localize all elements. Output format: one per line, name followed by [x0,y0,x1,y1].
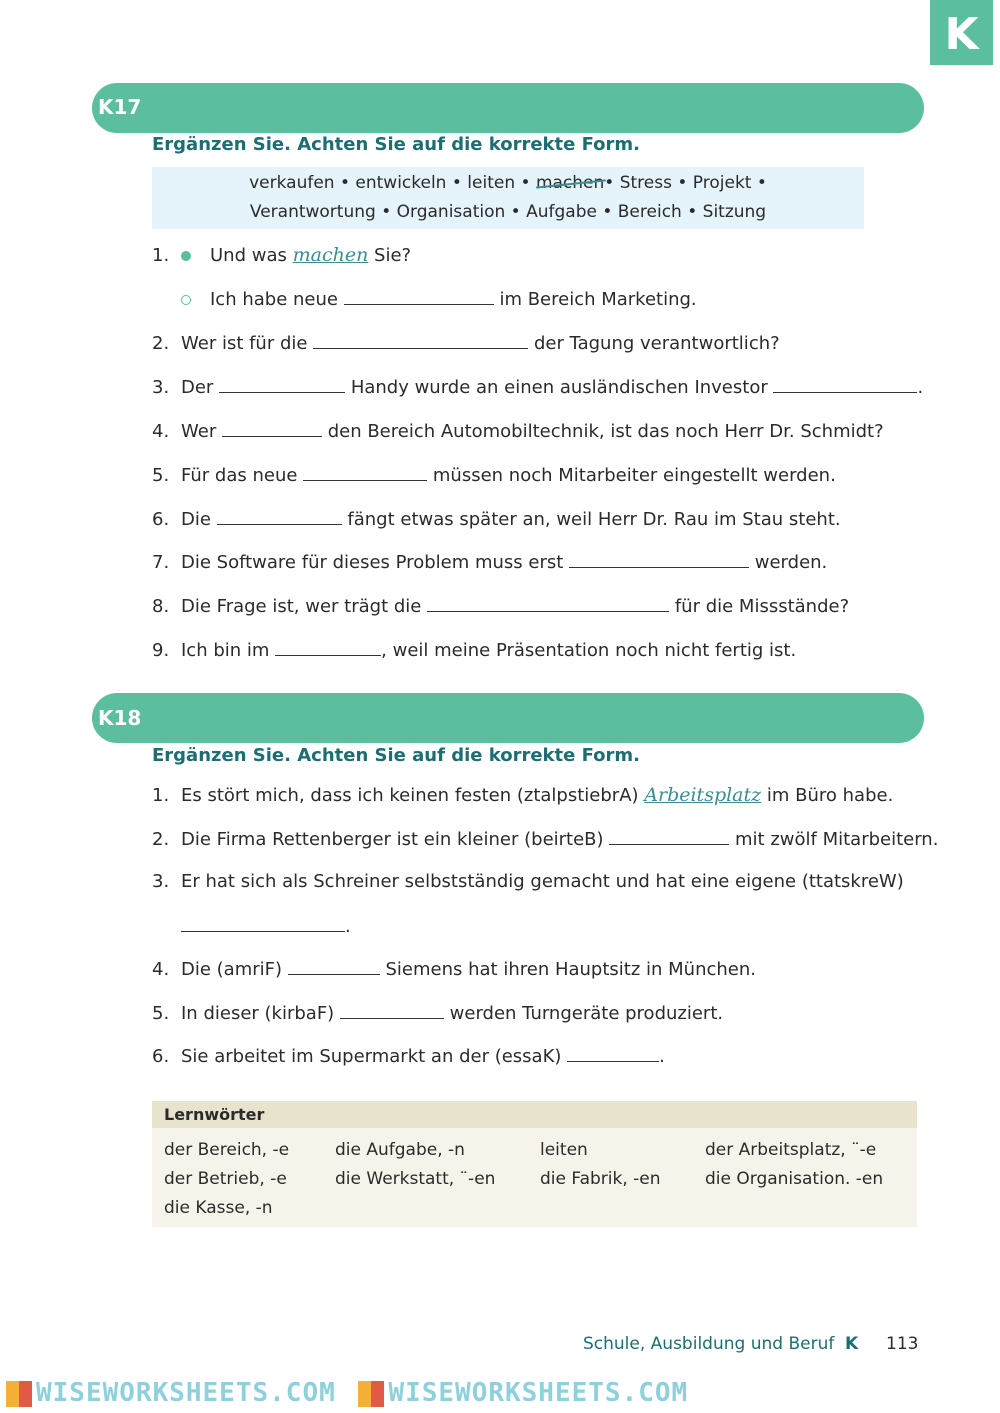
struck-word: machen [535,173,605,193]
vocab-column-4: der Arbeitsplatz, ¨-e die Organisation. -en [705,1140,884,1189]
k18-item-4: 4. Die (amriF) Siemens hat ihren Hauptsitz in München. [152,959,757,980]
answer-blank[interactable] [567,1045,659,1062]
answer-blank[interactable] [569,551,749,568]
watermark [0,1378,1000,1413]
word-box-line2: Verantwortung • Organisation • Aufgabe • Bereich • Sitzung [249,202,767,222]
k17-header-band [92,83,924,133]
answer-blank[interactable] [773,376,917,393]
k17-item-1b: Ich habe neue im Bereich Marketing. [152,288,697,310]
k17-item-9: 9. Ich bin im , weil meine Präsentation noch nicht fertig ist. [152,640,797,661]
answer-blank[interactable] [181,915,345,932]
word-box-line1b: • Stress • Projekt • [604,173,767,193]
page-number: 113 [886,1334,919,1354]
footer-tab: K [845,1334,859,1354]
answer-blank[interactable] [275,639,381,656]
example-answer: machen [292,244,369,266]
footer-chapter-title: Schule, Ausbildung und Beruf [583,1334,835,1354]
answer-blank[interactable] [303,464,427,481]
k18-item-2: 2. Die Firma Rettenberger ist ein kleiner (beirteB) mit zwölf Mitarbeitern. [152,829,939,850]
k17-item-4: 4. Wer den Bereich Automobiltechnik, ist das noch Herr Dr. Schmidt? [152,421,884,442]
k17-item-1: 1. Und was machen Sie? [152,244,412,266]
k18-instruction: Ergänzen Sie. Achten Sie auf die korrekte Form. [152,745,641,766]
k17-item-2: 2. Wer ist für die der Tagung verantwortlich? [152,333,780,354]
answer-blank[interactable] [217,508,342,525]
vocabulary-heading: Lernwörter [152,1101,917,1128]
answer-blank[interactable] [219,376,345,393]
answer-blank[interactable] [344,288,494,305]
watermark-text: WISEWORKSHEETS.COM [36,1378,336,1408]
answer-blank[interactable] [313,332,528,349]
k18-item-1: 1. Es stört mich, dass ich keinen festen (ztalpstiebrA) Arbeitsplatz im Büro habe. [152,784,894,806]
k18-header-band [92,693,924,743]
logo-icon [358,1381,384,1407]
answer-blank[interactable] [427,595,669,612]
example-answer: Arbeitsplatz [644,784,762,806]
k17-instruction: Ergänzen Sie. Achten Sie auf die korrekte Form. [152,134,641,155]
section-tab: K [930,0,993,65]
word-box-line1a: verkaufen • entwickeln • leiten • [249,173,536,193]
vocab-column-3: leiten die Fabrik, -en [540,1140,661,1189]
word-box [152,167,864,229]
answer-blank[interactable] [222,420,322,437]
answer-blank[interactable] [609,828,729,845]
vocab-column-2: die Aufgabe, -n die Werkstatt, ¨-en [335,1140,496,1189]
k17-item-3: 3. Der Handy wurde an einen ausländischen Investor . [152,377,924,398]
watermark-text-2: WISEWORKSHEETS.COM [388,1378,689,1408]
speaker-a-dot [181,251,191,261]
k18-label: K18 [98,706,142,730]
k17-item-5: 5. Für das neue müssen noch Mitarbeiter eingestellt werden. [152,465,836,486]
k17-item-7: 7. Die Software für dieses Problem muss erst werden. [152,552,828,573]
k17-item-6: 6. Die fängt etwas später an, weil Herr Dr. Rau im Stau steht. [152,509,841,530]
answer-blank[interactable] [288,958,380,975]
k17-label: K17 [98,95,142,119]
k18-item-5: 5. In dieser (kirbaF) werden Turngeräte produziert. [152,1003,724,1024]
k18-item-3-cont: . [152,915,351,937]
answer-blank[interactable] [340,1002,444,1019]
logo-icon [6,1381,32,1407]
k17-item-8: 8. Die Frage ist, wer trägt die für die Missstände? [152,596,850,617]
k18-item-6: 6. Sie arbeitet im Supermarkt an der (essaK) . [152,1046,665,1067]
k18-item-3: 3. Er hat sich als Schreiner selbstständig gemacht und hat eine eigene (ttatskreW) [152,871,904,892]
vocab-column-1: der Bereich, -e der Betrieb, -e die Kasse, -n [164,1140,290,1218]
speaker-b-circle [181,295,191,305]
